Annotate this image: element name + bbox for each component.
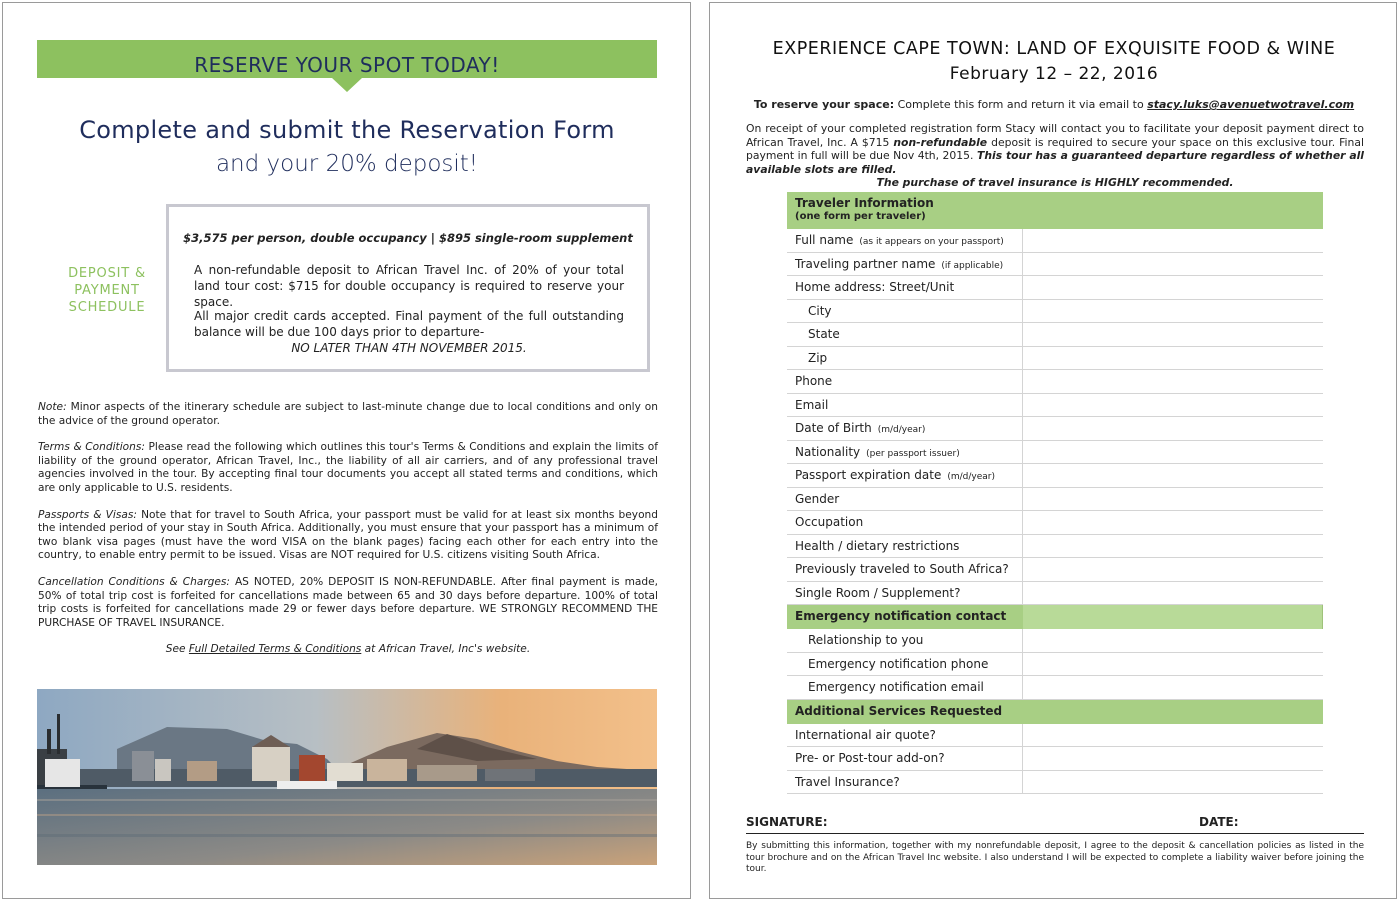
header-cell bbox=[787, 192, 1323, 229]
field-label: Pre- or Post-tour add-on? bbox=[795, 751, 945, 765]
field-label-cell bbox=[787, 582, 1023, 605]
header-cell: Emergency notification contact bbox=[787, 605, 1323, 629]
form-row bbox=[787, 253, 1323, 277]
field-label-cell bbox=[787, 370, 1023, 393]
emergency-contact-header bbox=[787, 605, 1323, 629]
reservation-form-table bbox=[787, 192, 1323, 794]
field-label: Single Room / Supplement? bbox=[795, 585, 961, 600]
field-label: Date of Birth bbox=[795, 421, 872, 435]
side-label-line: DEPOSIT & bbox=[68, 266, 146, 281]
form-row bbox=[787, 276, 1323, 300]
field-label-cell bbox=[787, 558, 1023, 581]
form-row bbox=[787, 347, 1323, 371]
form-row bbox=[787, 724, 1323, 748]
field-label-cell bbox=[787, 629, 1023, 652]
guaranteed-departure-note: This tour has a guaranteed departure regardless of whether all available slots are filled. bbox=[746, 149, 1365, 176]
additional-services-header bbox=[787, 700, 1323, 724]
form-title: EXPERIENCE CAPE TOWN: LAND OF EXQUISITE FOOD & WINE bbox=[772, 39, 1336, 59]
heading-main: Complete and submit the Reservation Form bbox=[79, 116, 615, 144]
form-row bbox=[787, 300, 1323, 324]
field-value-cell[interactable] bbox=[1023, 370, 1323, 393]
see-terms-line bbox=[38, 643, 658, 657]
intro-emphasis: non-refundable bbox=[893, 135, 988, 149]
see-post: at African Travel, Inc's website. bbox=[361, 643, 531, 656]
form-row bbox=[787, 676, 1323, 700]
field-label: Emergency notification phone bbox=[808, 656, 989, 671]
reserve-instructions bbox=[710, 98, 1397, 111]
traveler-rows bbox=[787, 229, 1323, 605]
field-value-cell[interactable] bbox=[1023, 771, 1323, 794]
field-label: Occupation bbox=[795, 515, 864, 529]
field-label-cell bbox=[787, 347, 1023, 370]
field-label-cell bbox=[787, 417, 1023, 440]
field-label: Health / dietary restrictions bbox=[795, 538, 960, 553]
field-value-cell[interactable] bbox=[1023, 535, 1323, 558]
final-payment-text: All major credit cards accepted. Final payment of the full outstanding balance will be due 100 days prior to departure- bbox=[194, 309, 624, 339]
final-payment-deadline: NO LATER THAN 4TH NOVEMBER 2015. bbox=[291, 341, 527, 355]
field-label-cell bbox=[787, 653, 1023, 676]
field-label-cell bbox=[787, 276, 1023, 299]
form-row bbox=[787, 629, 1323, 653]
banner-text: RESERVE YOUR SPOT TODAY! bbox=[194, 53, 500, 77]
reserve-banner bbox=[37, 40, 657, 94]
field-label: Full name bbox=[795, 233, 854, 247]
field-value-cell[interactable] bbox=[1023, 582, 1323, 605]
field-value-cell[interactable] bbox=[1023, 441, 1323, 464]
form-row bbox=[787, 558, 1323, 582]
reserve-text: Complete this form and return it via email to bbox=[894, 98, 1148, 111]
form-row bbox=[787, 464, 1323, 488]
note-paragraph bbox=[38, 401, 658, 428]
intro-text: On receipt of your completed registration form Stacy will contact you to facilitate your deposit payment direct to African Travel, Inc. A $715 bbox=[746, 122, 1364, 149]
field-label-cell bbox=[787, 441, 1023, 464]
field-value-cell[interactable] bbox=[1023, 417, 1323, 440]
cancellation-paragraph bbox=[38, 576, 658, 630]
header-cell: Additional Services Requested bbox=[795, 703, 1003, 718]
terms-text: Please read the following which outlines this tour's Terms & Conditions and explain the limits of liability of the ground operator, African Travel, Inc., the liability of all air carriers, and of any professional travel agencies involved in the tour. By accepting final tour documents you accept all stated terms and conditions, which are only applicable to U.S. residents. bbox=[38, 441, 658, 494]
reserve-label: To reserve your space: bbox=[753, 98, 895, 111]
reservation-form-page bbox=[709, 2, 1397, 899]
field-note: (if applicable) bbox=[941, 260, 1004, 271]
field-value-cell[interactable] bbox=[1023, 676, 1323, 699]
field-label: Previously traveled to South Africa? bbox=[795, 562, 1009, 576]
emergency-rows bbox=[787, 629, 1323, 700]
field-label-cell bbox=[787, 535, 1023, 558]
field-label: City bbox=[808, 303, 832, 318]
field-label: Relationship to you bbox=[808, 633, 924, 647]
deposit-paragraph: A non-refundable deposit to African Travel Inc. of 20% of your total land tour cost: $715 for double occupancy is required to reserve your space. bbox=[194, 263, 624, 309]
price-line: $3,575 per person, double occupancy | $895 single-room supplement bbox=[183, 231, 633, 245]
passport-label: Passports & Visas: bbox=[38, 508, 137, 521]
field-label-cell bbox=[787, 747, 1023, 770]
terms-notes bbox=[38, 401, 658, 670]
form-row bbox=[787, 488, 1323, 512]
field-note: (m/d/year) bbox=[947, 472, 995, 482]
field-value-cell[interactable] bbox=[1023, 394, 1323, 417]
form-row bbox=[787, 394, 1323, 418]
side-label-line: PAYMENT bbox=[74, 283, 140, 298]
field-label: Nationality bbox=[795, 444, 861, 459]
field-label: State bbox=[808, 327, 840, 341]
signature-line bbox=[746, 815, 1364, 834]
field-value-cell[interactable] bbox=[1023, 629, 1323, 652]
field-note: (as it appears on your passport) bbox=[859, 237, 1004, 247]
field-value-cell[interactable] bbox=[1023, 511, 1323, 534]
cancellation-text: AS NOTED, 20% DEPOSIT IS NON-REFUNDABLE. After final payment is made, 50% of total trip cost is forfeited for cancellations made between 65 and 30 days before departure. 100% of total trip costs is forfeited for cancellations made 29 or fewer days before departure. WE STRONGLY RECOMMEND THE PURCHASE OF TRAVEL INSURANCE. bbox=[38, 575, 658, 629]
field-value-cell[interactable] bbox=[1023, 347, 1323, 370]
tour-dates: February 12 – 22, 2016 bbox=[949, 64, 1159, 84]
field-label-cell bbox=[787, 253, 1023, 276]
terms-paragraph bbox=[38, 441, 658, 495]
form-row bbox=[787, 747, 1323, 771]
deposit-box bbox=[166, 204, 650, 372]
field-note: (per passport issuer) bbox=[866, 448, 960, 459]
form-row bbox=[787, 771, 1323, 795]
terms-label: Terms & Conditions: bbox=[38, 441, 145, 454]
agreement-footer: By submitting this information, together with my nonrefundable deposit, I agree to the deposit & cancellation policies as listed in the tour brochure and on the African Travel Inc website. I also understand I will be expected to complete a liability waiver before joining the tour. bbox=[746, 841, 1364, 874]
terms-link[interactable]: Full Detailed Terms & Conditions bbox=[188, 643, 362, 656]
email-link[interactable]: stacy.luks@avenuetwotravel.com bbox=[1147, 98, 1355, 111]
field-label: Passport expiration date bbox=[795, 468, 942, 482]
field-label: International air quote? bbox=[795, 727, 936, 742]
field-label: Traveling partner name bbox=[795, 256, 936, 271]
cancellation-label: Cancellation Conditions & Charges: bbox=[38, 575, 231, 588]
field-label-cell bbox=[787, 724, 1023, 747]
field-label-cell bbox=[787, 323, 1023, 346]
note-text: Minor aspects of the itinerary schedule are subject to last-minute change due to local conditions and only on the advice of the ground operator. bbox=[38, 401, 658, 427]
intro-paragraph bbox=[746, 122, 1364, 190]
field-label-cell bbox=[787, 771, 1023, 794]
form-row bbox=[787, 417, 1323, 441]
field-label-cell bbox=[787, 511, 1023, 534]
field-value-cell[interactable] bbox=[1023, 558, 1323, 581]
field-label: Gender bbox=[795, 491, 840, 506]
form-row bbox=[787, 653, 1323, 677]
field-value-cell[interactable] bbox=[1023, 253, 1323, 276]
field-value-cell[interactable] bbox=[1023, 653, 1323, 676]
field-note: (m/d/year) bbox=[877, 425, 926, 435]
see-pre: See bbox=[165, 643, 189, 656]
form-row bbox=[787, 370, 1323, 394]
form-row bbox=[787, 323, 1323, 347]
field-value-cell[interactable] bbox=[1023, 300, 1323, 323]
field-label: Travel Insurance? bbox=[795, 774, 900, 789]
field-label: Phone bbox=[795, 374, 833, 388]
field-value-cell[interactable] bbox=[1023, 323, 1323, 346]
field-value-cell[interactable] bbox=[1023, 488, 1323, 511]
field-label-cell bbox=[787, 464, 1023, 487]
field-value-cell[interactable] bbox=[1023, 724, 1323, 747]
side-label-line: SCHEDULE bbox=[68, 300, 146, 315]
traveler-info-header bbox=[787, 192, 1323, 229]
field-label: Zip bbox=[808, 350, 828, 365]
field-label: Email bbox=[795, 397, 829, 412]
passport-paragraph bbox=[38, 509, 658, 563]
field-value-cell[interactable] bbox=[1023, 276, 1323, 299]
note-label: Note: bbox=[38, 401, 67, 413]
traveler-header-sub: (one form per traveler) bbox=[795, 211, 926, 222]
date-label: DATE: bbox=[1199, 815, 1239, 829]
field-label-cell bbox=[787, 300, 1023, 323]
passport-text: Note that for travel to South Africa, your passport must be valid for at least six months beyond the intended period of your stay in South Africa. Additionally, you must ensure that your passport has a minimum of two blank visa pages (must have the word VISA on the blank pages) facing each other for each entry into the country, to enable entry permit to be issued. Visas are NOT required for U.S. citizens visiting South Africa. bbox=[38, 508, 658, 562]
intro-text: deposit is required to secure your space on this exclusive tour. Final payment in full will be due Nov 4th, 2015. bbox=[746, 135, 1364, 162]
insurance-note: The purchase of travel insurance is HIGHLY recommended. bbox=[876, 176, 1234, 189]
deposit-schedule-label bbox=[61, 265, 153, 316]
form-row bbox=[787, 229, 1323, 253]
field-value-cell[interactable] bbox=[1023, 464, 1323, 487]
form-row bbox=[787, 441, 1323, 465]
field-label-cell bbox=[787, 229, 1023, 252]
form-row bbox=[787, 535, 1323, 559]
heading-sub: and your 20% deposit! bbox=[215, 151, 479, 177]
field-label: Emergency notification email bbox=[808, 680, 984, 694]
field-label-cell bbox=[787, 676, 1023, 699]
services-rows bbox=[787, 724, 1323, 795]
brochure-page-left bbox=[2, 2, 691, 899]
traveler-header-text: Traveler Information bbox=[795, 196, 934, 210]
form-row bbox=[787, 511, 1323, 535]
field-label: Home address: Street/Unit bbox=[795, 280, 955, 294]
field-label-cell bbox=[787, 488, 1023, 511]
cape-town-harbor-photo bbox=[37, 689, 657, 865]
field-value-cell[interactable] bbox=[1023, 747, 1323, 770]
field-label-cell bbox=[787, 394, 1023, 417]
signature-label: SIGNATURE: bbox=[746, 815, 828, 829]
final-payment-paragraph bbox=[194, 308, 624, 356]
field-value-cell[interactable] bbox=[1023, 229, 1323, 252]
form-row bbox=[787, 582, 1323, 606]
